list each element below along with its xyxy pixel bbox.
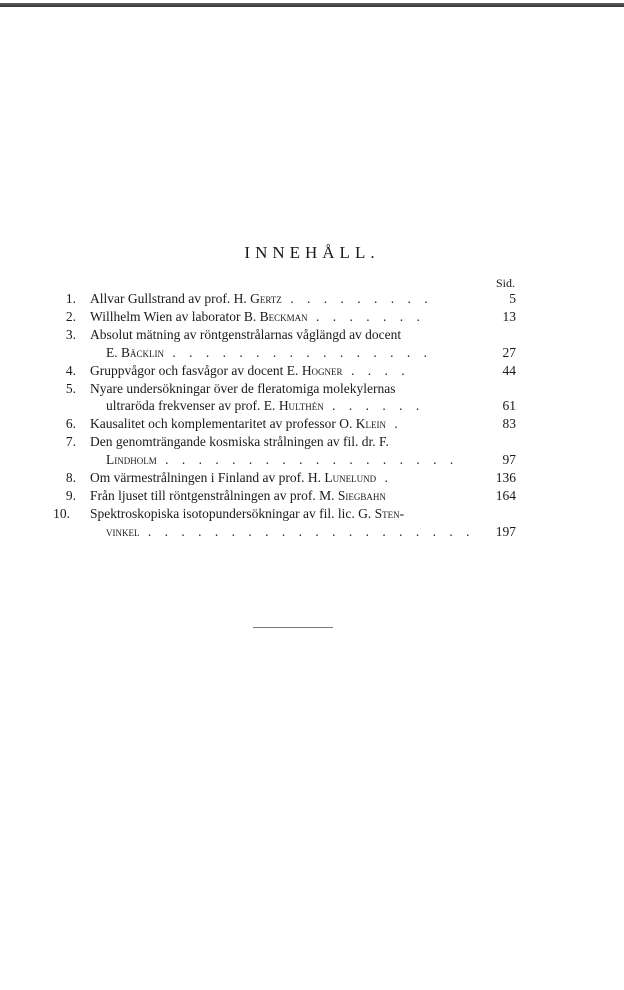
toc-entry-number: 9.	[65, 487, 76, 503]
author-name: vinkel	[106, 523, 140, 539]
leader-dots: . . . . . . . . . . . . . . . .	[164, 344, 433, 360]
toc-entry-number: 8.	[65, 470, 76, 485]
leader-dots: . . . . . . . . . . . . . . . . . .	[156, 452, 459, 468]
toc-entry-line	[0, 344, 624, 362]
author-name: Beckman	[259, 308, 308, 324]
toc-entry-title	[106, 451, 458, 469]
toc-entry-title: Den genomträngande kosmiska strålningen av fil. dr. F.	[90, 434, 389, 450]
toc-entry-page-number: 136	[495, 470, 516, 485]
toc-entry-line	[0, 362, 624, 380]
author-name: Gertz	[250, 291, 282, 306]
toc-entry-line	[0, 451, 624, 469]
leader-dots: . . . . . . . . . . . . . . . . . . . .	[139, 523, 475, 539]
author-name: Bäcklin	[121, 344, 165, 360]
author-name: Hulthén	[278, 398, 324, 414]
toc-entry-line	[0, 487, 624, 505]
toc-entry-number: 3.	[65, 326, 76, 342]
author-name: Sten-	[374, 505, 405, 521]
toc-entry-line	[0, 415, 624, 433]
page-title: INNEHÅLL.	[244, 243, 380, 262]
toc-entry-title: E. Bäcklin . . . . . . . . . . . . . . . .	[106, 344, 433, 360]
toc-entry-number: 4.	[65, 362, 76, 378]
toc-entry-page-number: 13	[502, 308, 516, 324]
toc-entry-page-number: 197	[495, 523, 516, 539]
toc-entry-line	[0, 523, 624, 541]
leader-dots: .	[376, 470, 393, 485]
leader-dots: .	[386, 416, 403, 432]
toc-entry-title: ultraröda frekvenser av prof. E. Hulthén . . . . . .	[106, 398, 425, 414]
author-name: Klein	[355, 416, 387, 432]
toc-entry-title: Från ljuset till röntgenstrålningen av prof. M. Siegbahn	[90, 487, 386, 503]
toc-entry-page-number: 44	[502, 362, 516, 378]
toc-entry-title: Kausalitet och komplementaritet av professor O. Klein .	[90, 416, 403, 432]
toc-entry-line	[0, 397, 624, 415]
toc-entry-number: 7.	[65, 434, 76, 450]
toc-entry-line	[0, 308, 624, 326]
author-name: Hogner	[301, 362, 343, 378]
toc-entry-number: 6.	[65, 416, 76, 432]
author-name: Lindholm	[106, 452, 157, 468]
page-column-label: Sid.	[496, 276, 516, 290]
toc-entry-title: Allvar Gullstrand av prof. H. Gertz . . . . . . . . .	[90, 291, 433, 306]
toc-entry-page-number: 61	[502, 398, 516, 414]
toc-entry-page-number: 5	[509, 291, 516, 306]
toc-entry-title: Absolut mätning av röntgenstrålarnas våglängd av docent	[90, 326, 402, 342]
toc-entry-title: Willhelm Wien av laborator B. Beckman . . . . . . .	[90, 308, 425, 324]
toc-entry-number: 10.	[53, 505, 70, 521]
toc-entry-page-number: 164	[495, 487, 516, 503]
top-edge-rule	[0, 3, 624, 7]
author-name: Lunelund	[324, 470, 377, 485]
toc-entry-line	[0, 505, 624, 523]
toc-entry-title: Gruppvågor och fasvågor av docent E. Hogner . . . .	[90, 362, 410, 378]
toc-entry-line	[0, 433, 624, 451]
toc-entry-page-number: 83	[502, 416, 516, 432]
toc-entry-title: Nyare undersökningar över de fleratomiga molekylernas	[90, 380, 396, 396]
toc-entry-line	[0, 290, 624, 308]
toc-entry-title: Om värmestrålningen i Finland av prof. H. Lunelund .	[90, 470, 393, 485]
toc-entry-page-number: 97	[502, 452, 516, 468]
leader-dots: . . . . . .	[323, 398, 425, 414]
leader-dots: . . . .	[342, 362, 410, 378]
section-divider	[253, 627, 333, 628]
toc-entry-line	[0, 380, 624, 398]
leader-dots: . . . . . . .	[307, 308, 425, 324]
toc-entry-line	[0, 469, 624, 487]
toc-entry-title	[106, 523, 475, 541]
toc-entry-title: Spektroskopiska isotopundersökningar av fil. lic. G. Sten-	[90, 505, 405, 521]
toc-entry-number: 5.	[65, 380, 76, 396]
author-name: Siegbahn	[337, 487, 386, 503]
toc-entry-page-number: 27	[502, 344, 516, 360]
leader-dots: . . . . . . . . .	[281, 291, 433, 306]
toc-entry-line	[0, 326, 624, 344]
toc-entry-number: 1.	[65, 291, 76, 306]
toc-entry-number: 2.	[65, 308, 76, 324]
